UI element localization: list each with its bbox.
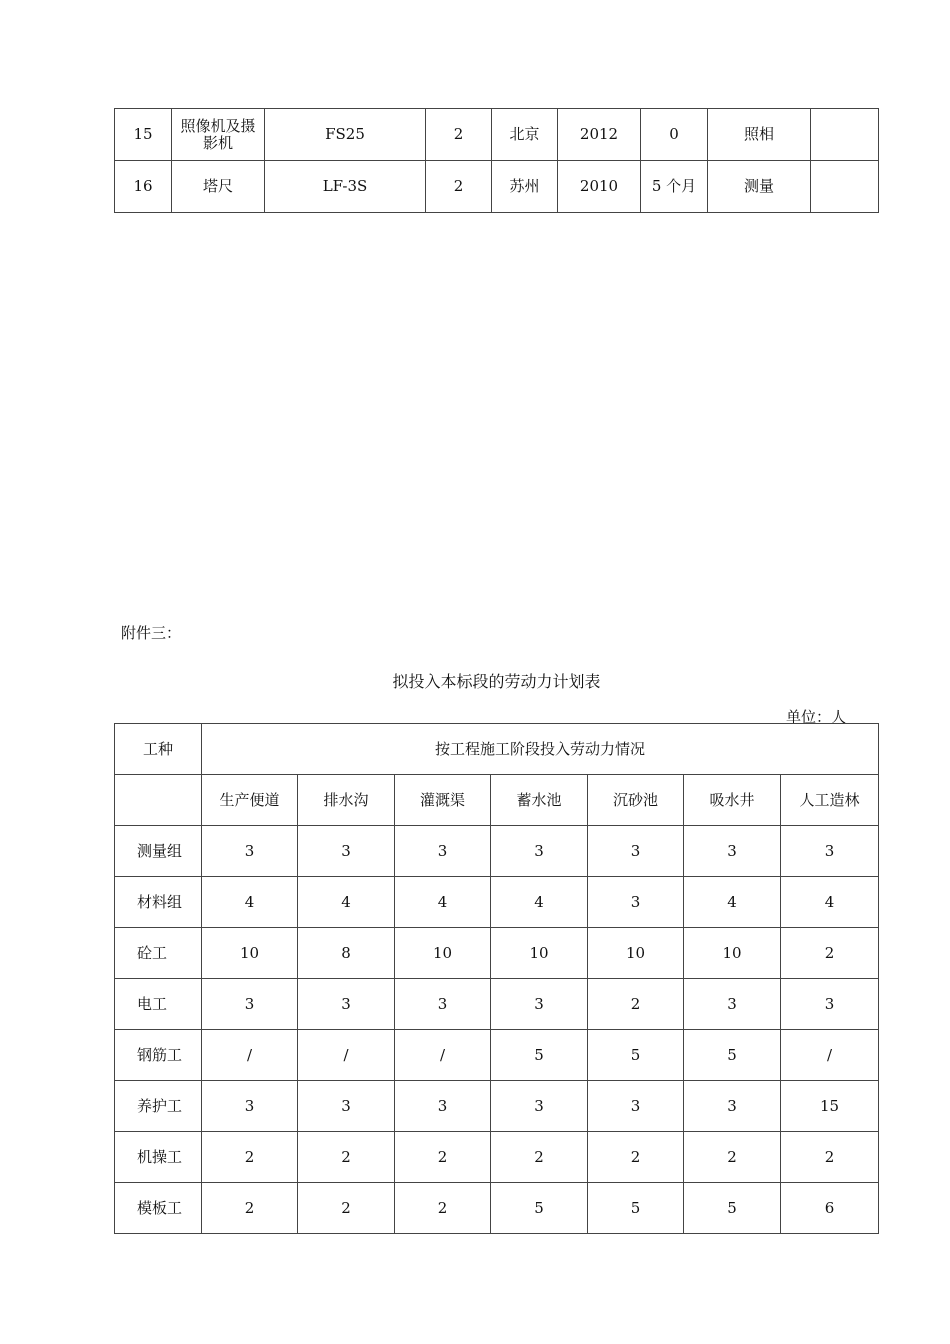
labor-count-cell: 10 — [684, 928, 781, 979]
labor-count-cell: 5 — [491, 1030, 588, 1081]
equipment-qty: 2 — [426, 161, 492, 213]
labor-count-cell: 2 — [588, 979, 684, 1030]
labor-count-cell: 5 — [588, 1030, 684, 1081]
stage-label: 沉砂池 — [588, 775, 684, 826]
labor-row — [115, 826, 879, 877]
worktype-header: 工种 — [115, 724, 202, 775]
labor-count-cell: 2 — [588, 1132, 684, 1183]
labor-count-cell: 3 — [298, 1081, 395, 1132]
labor-row — [115, 928, 879, 979]
stage-header: 按工程施工阶段投入劳动力情况 — [202, 724, 879, 775]
labor-count-cell: 3 — [684, 979, 781, 1030]
equipment-remark — [811, 161, 879, 213]
labor-count-cell: 5 — [684, 1183, 781, 1234]
worktype-label: 钢筋工 — [115, 1030, 202, 1081]
stage-label: 人工造林 — [781, 775, 879, 826]
labor-row — [115, 979, 879, 1030]
labor-count-cell: 3 — [395, 826, 491, 877]
labor-count-cell: 3 — [202, 826, 298, 877]
labor-count-cell: 8 — [298, 928, 395, 979]
equipment-model: LF-3S — [265, 161, 426, 213]
equipment-used: 0 — [641, 109, 708, 161]
labor-count-cell: 15 — [781, 1081, 879, 1132]
labor-count-cell: 3 — [588, 826, 684, 877]
labor-count-cell: / — [395, 1030, 491, 1081]
equipment-origin: 北京 — [492, 109, 558, 161]
labor-row — [115, 1132, 879, 1183]
labor-count-cell: 5 — [588, 1183, 684, 1234]
labor-count-cell: 10 — [202, 928, 298, 979]
labor-count-cell: 3 — [684, 826, 781, 877]
labor-count-cell: / — [298, 1030, 395, 1081]
labor-count-cell: 10 — [588, 928, 684, 979]
labor-count-cell: 3 — [781, 826, 879, 877]
labor-count-cell: 3 — [202, 979, 298, 1030]
labor-count-cell: 2 — [298, 1183, 395, 1234]
worktype-label: 砼工 — [115, 928, 202, 979]
labor-count-cell: 4 — [202, 877, 298, 928]
labor-count-cell: / — [202, 1030, 298, 1081]
labor-row — [115, 1183, 879, 1234]
equipment-model: FS25 — [265, 109, 426, 161]
equipment-purpose: 照相 — [708, 109, 811, 161]
labor-count-cell: 2 — [491, 1132, 588, 1183]
stage-label: 生产便道 — [202, 775, 298, 826]
page-title: 拟投入本标段的劳动力计划表 — [392, 672, 601, 691]
labor-count-cell: 3 — [298, 979, 395, 1030]
stage-label: 蓄水池 — [491, 775, 588, 826]
equipment-qty: 2 — [426, 109, 492, 161]
equipment-row — [115, 109, 879, 161]
header-row — [115, 724, 879, 775]
worktype-label: 养护工 — [115, 1081, 202, 1132]
labor-count-cell: / — [781, 1030, 879, 1081]
labor-count-cell: 4 — [298, 877, 395, 928]
labor-count-cell: 3 — [781, 979, 879, 1030]
stage-label: 灌溉渠 — [395, 775, 491, 826]
equipment-used: 5 个月 — [641, 161, 708, 213]
labor-count-cell: 2 — [395, 1183, 491, 1234]
labor-count-cell: 3 — [588, 877, 684, 928]
equipment-purpose: 测量 — [708, 161, 811, 213]
labor-count-cell: 10 — [491, 928, 588, 979]
equipment-year: 2012 — [558, 109, 641, 161]
labor-count-cell: 4 — [491, 877, 588, 928]
worktype-label: 机操工 — [115, 1132, 202, 1183]
labor-row — [115, 877, 879, 928]
labor-count-cell: 3 — [491, 826, 588, 877]
worktype-label: 测量组 — [115, 826, 202, 877]
equipment-origin: 苏州 — [492, 161, 558, 213]
worktype-label: 材料组 — [115, 877, 202, 928]
labor-count-cell: 4 — [781, 877, 879, 928]
equipment-name: 塔尺 — [172, 161, 265, 213]
labor-count-cell: 5 — [684, 1030, 781, 1081]
labor-count-cell: 2 — [298, 1132, 395, 1183]
labor-row — [115, 1030, 879, 1081]
labor-count-cell: 2 — [202, 1132, 298, 1183]
labor-count-cell: 6 — [781, 1183, 879, 1234]
labor-count-cell: 2 — [781, 1132, 879, 1183]
labor-body — [115, 826, 879, 1234]
labor-count-cell: 3 — [298, 826, 395, 877]
stage-label: 吸水井 — [684, 775, 781, 826]
labor-count-cell: 2 — [202, 1183, 298, 1234]
labor-count-cell: 4 — [395, 877, 491, 928]
equipment-no: 15 — [115, 109, 172, 161]
equipment-name: 照像机及摄 影机 — [172, 109, 265, 161]
unit-label: 单位：人 — [786, 708, 847, 726]
equipment-no: 16 — [115, 161, 172, 213]
labor-plan-table — [114, 723, 879, 1234]
stage-corner-cell — [115, 775, 202, 826]
equipment-table — [114, 108, 879, 213]
equipment-remark — [811, 109, 879, 161]
equipment-row — [115, 161, 879, 213]
labor-row — [115, 1081, 879, 1132]
labor-count-cell: 3 — [491, 1081, 588, 1132]
labor-count-cell: 10 — [395, 928, 491, 979]
equipment-year: 2010 — [558, 161, 641, 213]
worktype-label: 电工 — [115, 979, 202, 1030]
labor-count-cell: 4 — [684, 877, 781, 928]
appendix-label: 附件三： — [121, 624, 182, 642]
labor-count-cell: 2 — [781, 928, 879, 979]
labor-count-cell: 3 — [588, 1081, 684, 1132]
worktype-label: 模板工 — [115, 1183, 202, 1234]
labor-count-cell: 2 — [684, 1132, 781, 1183]
labor-count-cell: 5 — [491, 1183, 588, 1234]
labor-count-cell: 3 — [684, 1081, 781, 1132]
labor-count-cell: 2 — [395, 1132, 491, 1183]
stage-label: 排水沟 — [298, 775, 395, 826]
labor-count-cell: 3 — [395, 1081, 491, 1132]
labor-count-cell: 3 — [202, 1081, 298, 1132]
labor-count-cell: 3 — [491, 979, 588, 1030]
stage-row — [115, 775, 879, 826]
labor-count-cell: 3 — [395, 979, 491, 1030]
